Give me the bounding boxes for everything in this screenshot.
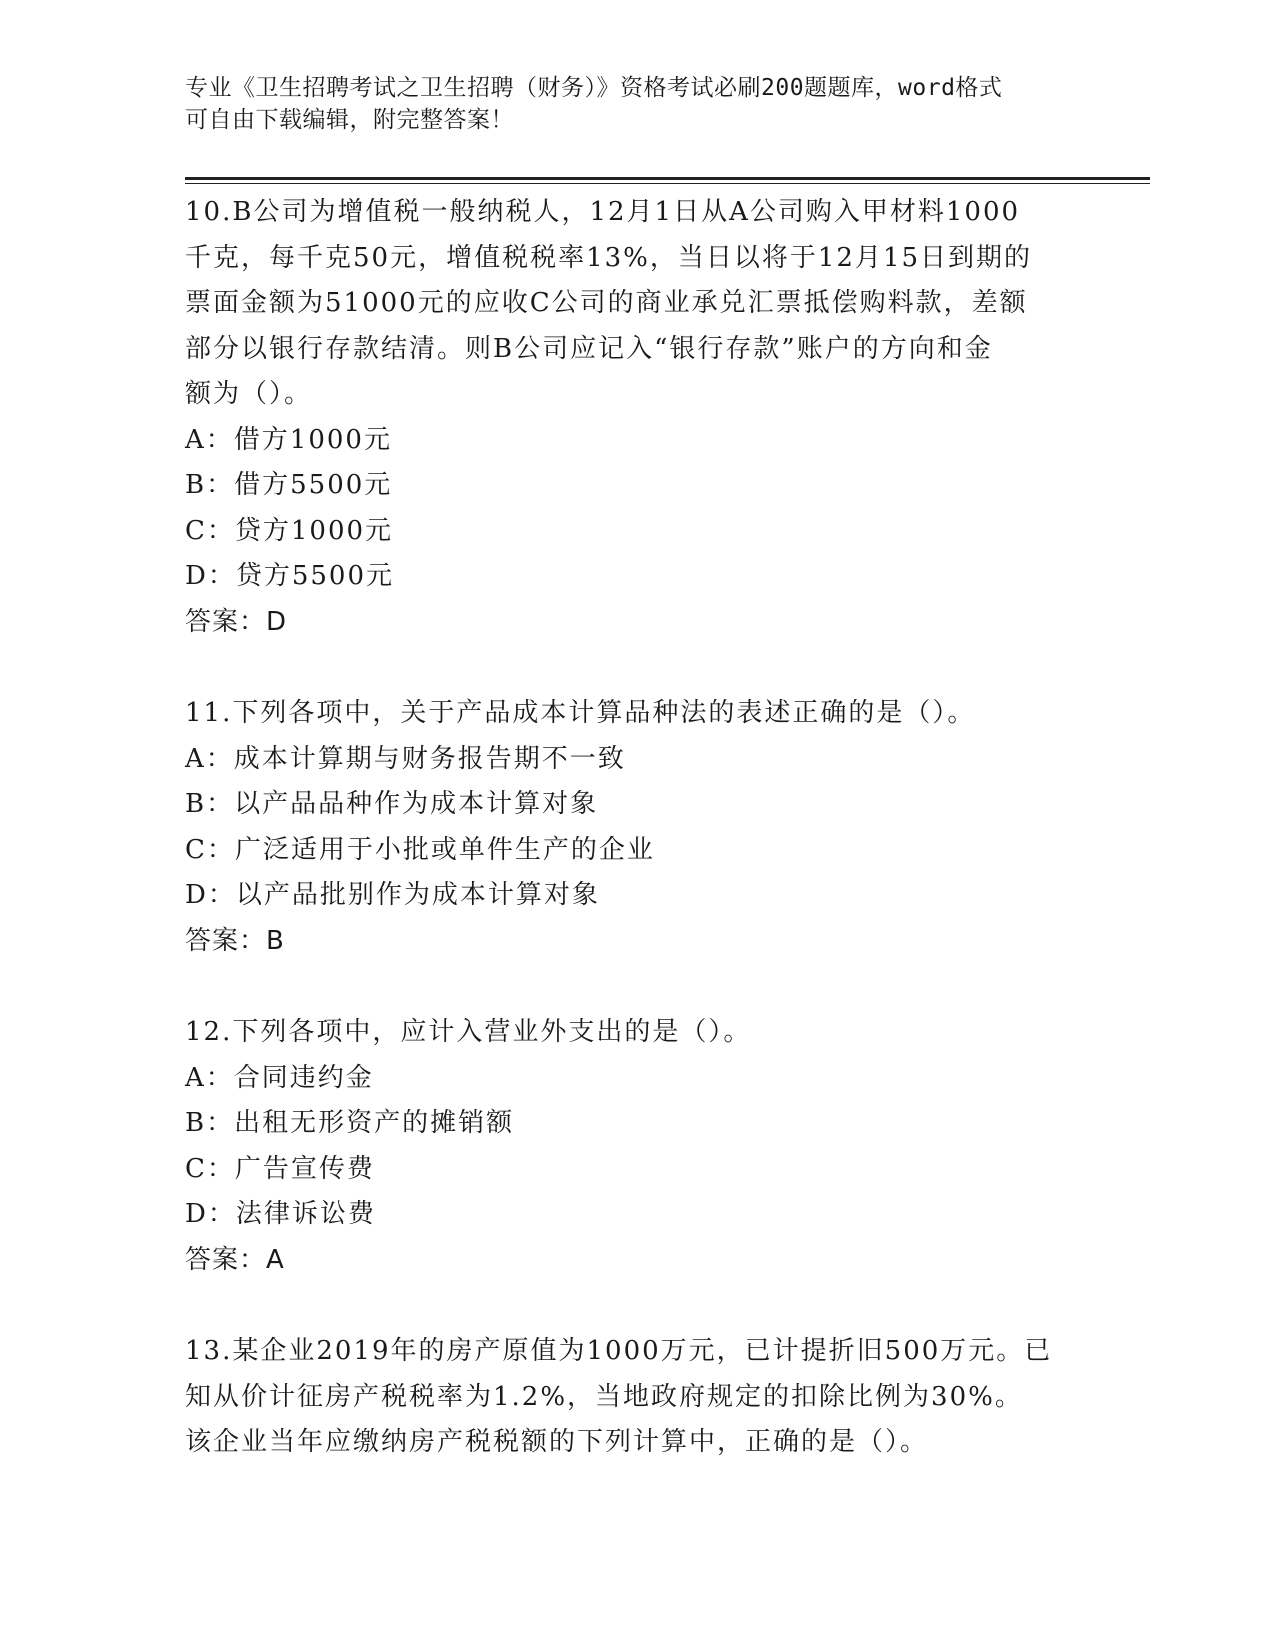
question-stem-line: 12.下列各项中，应计入营业外支出的是（）。 [185, 1017, 752, 1047]
question-stem-line: 部分以银行存款结清。则B公司应记入“银行存款”账户的方向和金 [185, 333, 993, 364]
document-header [185, 72, 1085, 136]
option-b: B：借方5500元 [185, 470, 393, 500]
answer-line: 答案：A [185, 1244, 285, 1275]
option-b: B：出租无形资产的摊销额 [185, 1108, 515, 1138]
question-stem-line: 13.某企业2019年的房产原值为1000万元，已计提折旧500万元。已 [185, 1336, 1053, 1366]
option-d: D：法律诉讼费 [185, 1199, 376, 1229]
answer-line: 答案：B [185, 925, 285, 956]
answer-line: 答案：D [185, 606, 288, 637]
question-stem-line: 千克，每千克50元，增值税税率13%，当日以将于12月15日到期的 [185, 242, 1033, 273]
question-stem-line: 额为（）。 [185, 379, 313, 409]
option-a: A：借方1000元 [185, 424, 392, 455]
header-line-1: 专业《卫生招聘考试之卫生招聘（财务）》资格考试必刷200题题库，word格式 [185, 75, 1003, 101]
option-c: C：广泛适用于小批或单件生产的企业 [185, 834, 655, 865]
option-a: A：合同违约金 [185, 1062, 374, 1093]
option-b: B：以产品品种作为成本计算对象 [185, 789, 599, 819]
option-c: C：贷方1000元 [185, 515, 394, 546]
question-13 [185, 1329, 1105, 1466]
question-12 [185, 1010, 1105, 1283]
header-divider-thick [185, 177, 1150, 180]
question-list [185, 190, 1105, 1512]
option-d: D：以产品批别作为成本计算对象 [185, 880, 600, 910]
question-stem-line: 票面金额为51000元的应收C公司的商业承兑汇票抵偿购料款，差额 [185, 288, 1028, 318]
question-stem-line: 10.B公司为增值税一般纳税人，12月1日从A公司购入甲材料1000 [185, 197, 1021, 227]
question-stem-line: 该企业当年应缴纳房产税税额的下列计算中，正确的是（）。 [185, 1427, 929, 1457]
question-stem-line: 11.下列各项中，关于产品成本计算品种法的表述正确的是（）。 [185, 698, 976, 728]
question-11 [185, 691, 1105, 964]
question-stem-line: 知从价计征房产税税率为1.2%，当地政府规定的扣除比例为30%。 [185, 1381, 1023, 1412]
option-a: A：成本计算期与财务报告期不一致 [185, 743, 626, 774]
option-d: D：贷方5500元 [185, 561, 395, 591]
header-divider-thin [185, 183, 1150, 184]
option-c: C：广告宣传费 [185, 1153, 375, 1184]
question-10 [185, 190, 1105, 645]
header-line-2: 可自由下载编辑，附完整答案！ [185, 107, 514, 133]
